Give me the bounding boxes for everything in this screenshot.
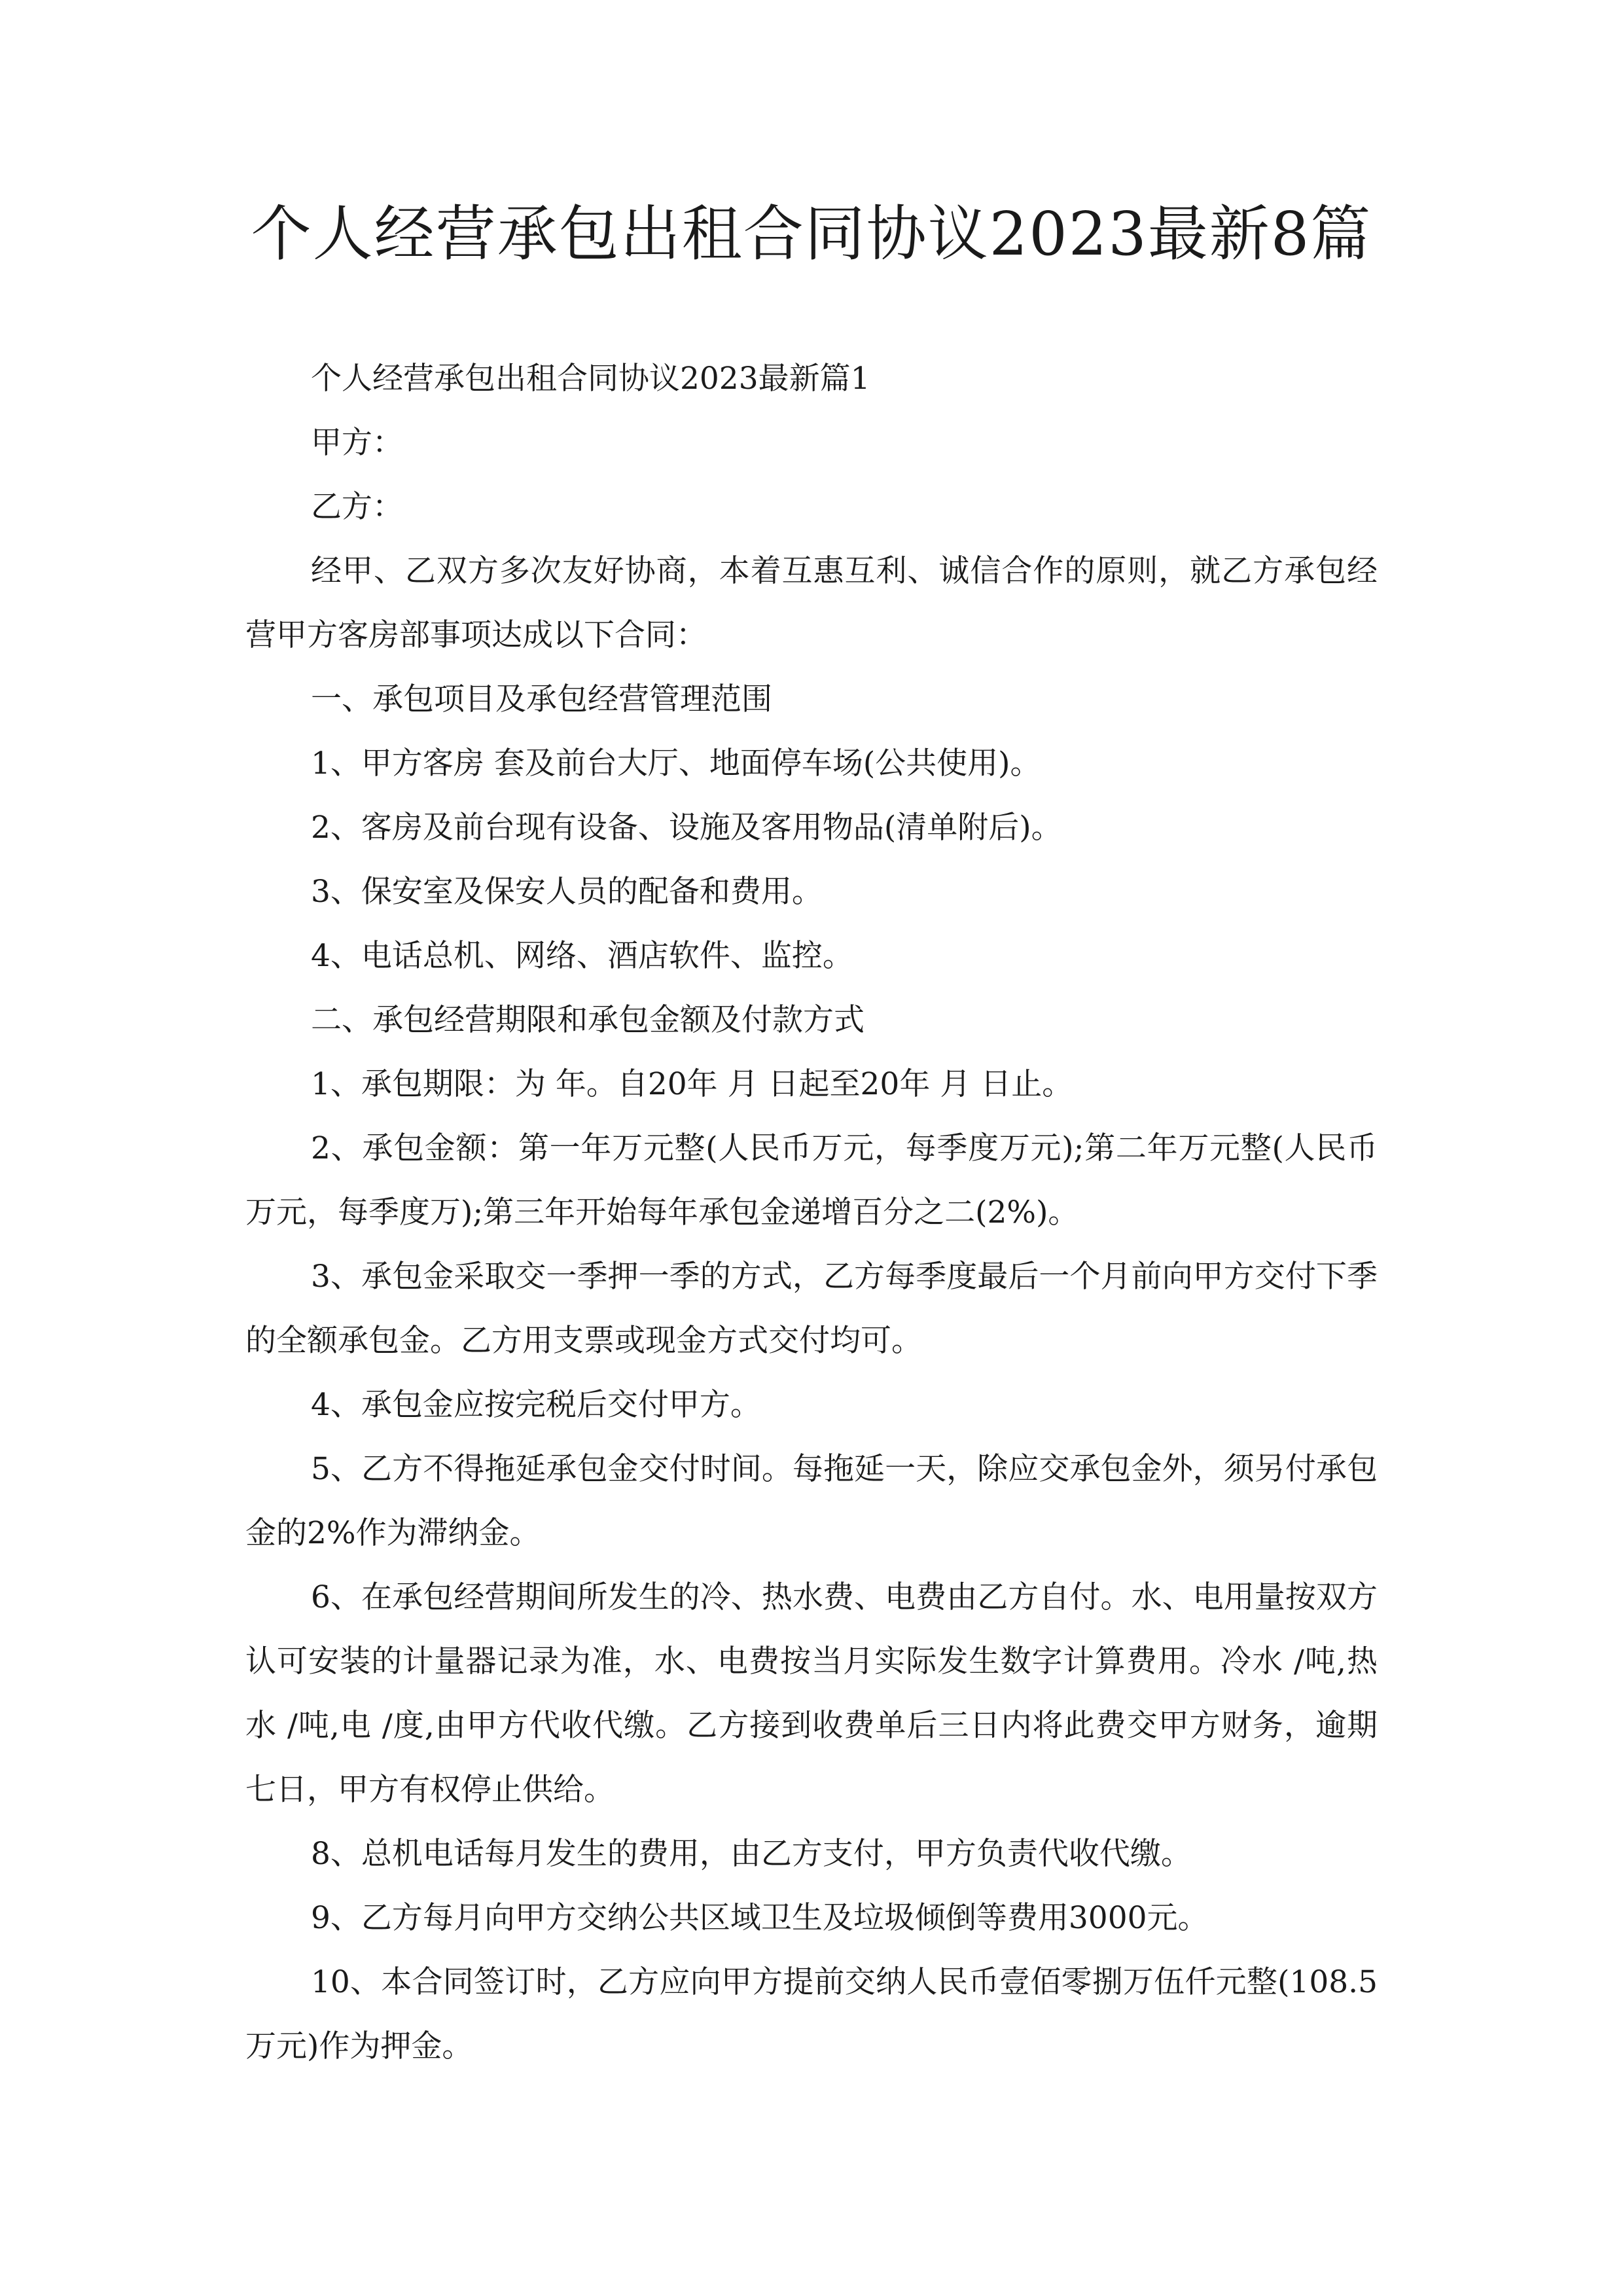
paragraph-clause: 4、电话总机、网络、酒店软件、监控。 (311, 938, 853, 974)
paragraph-clause: 8、总机电话每月发生的费用，由乙方支付，甲方负责代收代缴。 (311, 1836, 1192, 1872)
paragraph-party-a: 甲方： (311, 425, 403, 461)
paragraph-clause: 2、客房及前台现有设备、设施及客用物品(清单附后)。 (311, 810, 1062, 846)
paragraph-clause: 9、乙方每月向甲方交纳公共区域卫生及垃圾倾倒等费用3000元。 (311, 1900, 1209, 1936)
document-title: 个人经营承包出租合同协议2023最新8篇 (251, 199, 1372, 269)
paragraph-clause: 1、甲方客房 套及前台大厅、地面停车场(公共使用)。 (311, 745, 1041, 781)
document-body (245, 347, 1378, 2079)
paragraph-clause: 3、保安室及保安人员的配备和费用。 (311, 874, 823, 910)
paragraph-clause: 6、在承包经营期间所发生的冷、热水费、电费由乙方自付。水、电用量按双方认可安装的计量器记录为准，水、电费按当月实际发生数字计算费用。冷水 /吨,热水 /吨,电 /度,由甲方代收代缴。乙方接到收费单后三日内将此费交甲方财务，逾期七日，甲方有权停止供给。 (245, 1579, 1378, 1808)
paragraph-clause: 1、承包期限：为 年。自20年 月 日起至20年 月 日止。 (311, 1066, 1073, 1102)
paragraph-clause-heading-2: 二、承包经营期限和承包金额及付款方式 (311, 1002, 865, 1038)
paragraph-clause: 5、乙方不得拖延承包金交付时间。每拖延一天，除应交承包金外，须另付承包金的2%作为滞纳金。 (245, 1451, 1378, 1551)
paragraph-preamble: 经甲、乙双方多次友好协商，本着互惠互利、诚信合作的原则，就乙方承包经营甲方客房部事项达成以下合同： (245, 553, 1378, 653)
paragraph-clause: 10、本合同签订时，乙方应向甲方提前交纳人民币壹佰零捌万伍仟元整(108.5万元)作为押金。 (245, 1964, 1378, 2064)
paragraph-clause: 3、承包金采取交一季押一季的方式，乙方每季度最后一个月前向甲方交付下季的全额承包金。乙方用支票或现金方式交付均可。 (245, 1259, 1378, 1359)
paragraph-clause-heading-1: 一、承包项目及承包经营管理范围 (311, 681, 772, 717)
paragraph-section-heading: 个人经营承包出租合同协议2023最新篇1 (311, 361, 870, 397)
paragraph-clause: 2、承包金额：第一年万元整(人民币万元，每季度万元);第二年万元整(人民币万元，每季度万);第三年开始每年承包金递增百分之二(2%)。 (245, 1130, 1378, 1230)
paragraph-party-b: 乙方： (311, 489, 403, 525)
paragraph-clause: 4、承包金应按完税后交付甲方。 (311, 1387, 761, 1423)
